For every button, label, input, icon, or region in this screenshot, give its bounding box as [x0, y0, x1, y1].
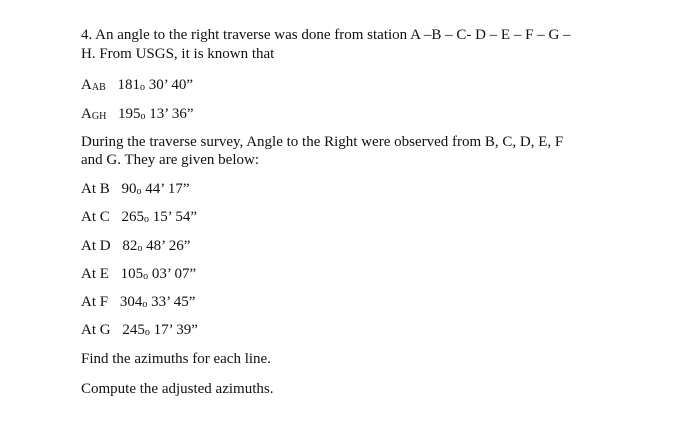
degree-symbol: o [144, 214, 150, 225]
intro-line-2: H. From USGS, it is known that [81, 46, 275, 62]
observed-angle-d [81, 237, 190, 258]
angle-value: 90o 44’ 17” [121, 181, 190, 197]
observed-angle-c [81, 208, 197, 229]
azimuth-subscript: AB [91, 82, 106, 93]
observed-angle-g [81, 321, 198, 342]
azimuth-value: 181o 30’ 40” [117, 77, 194, 93]
task-adjusted-azimuths: Compute the adjusted azimuths. [81, 381, 274, 397]
degree-symbol: o [143, 271, 149, 282]
station-label: At E [81, 266, 109, 282]
observed-angle-f [81, 293, 195, 314]
intro-line-1: 4. An angle to the right traverse was done from station A –B – C- D – E – F – G – [81, 27, 571, 43]
degree-symbol: o [144, 327, 150, 338]
angle-value: 105o 03’ 07” [120, 266, 197, 282]
degree-symbol: o [140, 111, 146, 122]
survey-line-2: and G. They are given below: [81, 152, 260, 168]
station-label: At D [81, 238, 111, 254]
degree-symbol: o [142, 299, 148, 310]
angle-value: 82o 48’ 26” [122, 238, 191, 254]
angle-value: 265o 15’ 54” [121, 209, 198, 225]
angle-value: 304o 33’ 45” [119, 294, 196, 310]
task-find-azimuths: Find the azimuths for each line. [81, 351, 271, 367]
azimuth-label: A [81, 106, 92, 122]
angle-value: 245o 17’ 39” [122, 322, 198, 338]
known-azimuth-gh [81, 105, 194, 126]
azimuth-subscript: GH [91, 111, 107, 122]
observed-angle-b [81, 180, 190, 201]
degree-symbol: o [140, 82, 145, 93]
observed-angle-e [81, 265, 196, 286]
degree-symbol: o [137, 243, 143, 254]
known-azimuth-ab [81, 76, 193, 97]
azimuth-label: A [81, 77, 92, 93]
degree-symbol: o [136, 186, 142, 197]
station-label: At B [81, 181, 110, 197]
station-label: At G [81, 322, 111, 338]
azimuth-value: 195o 13’ 36” [118, 106, 194, 122]
station-label: At C [81, 209, 110, 225]
survey-line-1: During the traverse survey, Angle to the Right were observed from B, C, D, E, F [81, 134, 564, 150]
station-label: At F [81, 294, 109, 310]
